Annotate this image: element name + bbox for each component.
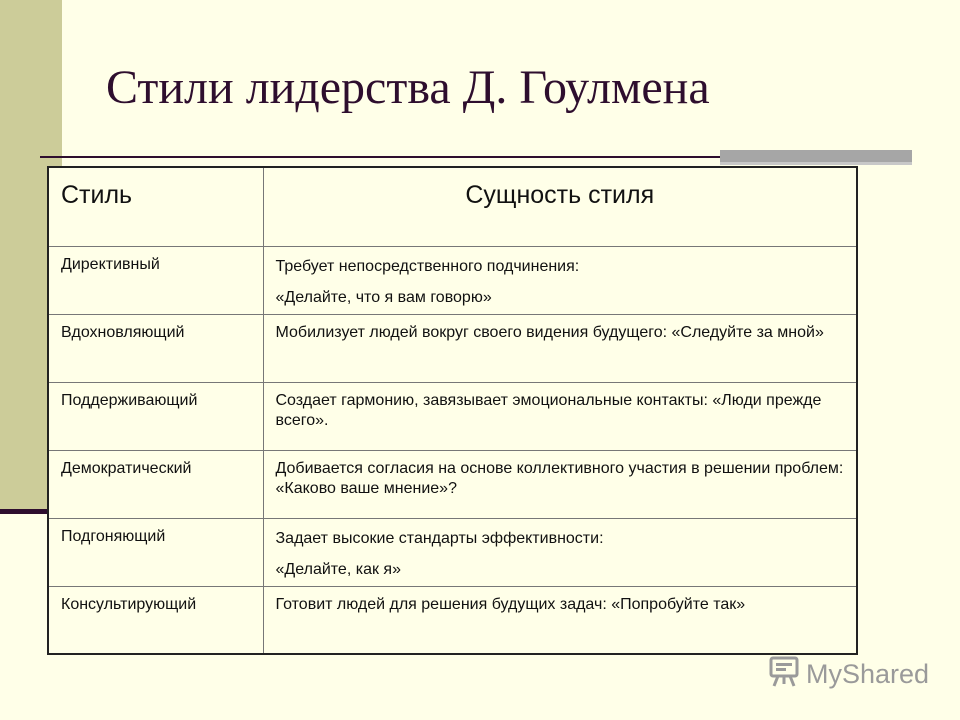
title-divider-grey-bar [720, 150, 912, 162]
style-cell: Директивный [48, 246, 263, 314]
title-divider-grey-shadow [720, 162, 912, 165]
table-row [48, 246, 857, 314]
style-cell: Поддерживающий [48, 382, 263, 450]
essence-line: Задает высокие стандарты эффективности: «Делайте, как я» [275, 529, 604, 578]
leadership-styles-table [47, 166, 858, 655]
table-row [48, 450, 857, 518]
header-style: Стиль [48, 167, 263, 246]
watermark-text: MyShared [806, 659, 930, 689]
table-row [48, 314, 857, 382]
style-cell: Вдохновляющий [48, 314, 263, 382]
slide-title: Стили лидерства Д. Гоулмена [106, 61, 710, 114]
presentation-board-icon [768, 654, 806, 695]
essence-cell [263, 246, 857, 314]
style-cell: Подгоняющий [48, 518, 263, 586]
style-cell: Консультирующий [48, 586, 263, 654]
table-row [48, 586, 857, 654]
watermark [768, 654, 929, 695]
essence-cell [263, 518, 857, 586]
header-essence: Сущность стиля [263, 167, 857, 246]
essence-line: Требует непосредственного подчинения: «Делайте, что я вам говорю» [275, 257, 580, 306]
essence-cell: Добивается согласия на основе коллективного участия в решении проблем: «Каково ваше мнение»? [263, 450, 857, 518]
essence-cell: Мобилизует людей вокруг своего видения будущего: «Следуйте за мной» [263, 314, 857, 382]
table-row [48, 518, 857, 586]
essence-cell: Готовит людей для решения будущих задач: «Попробуйте так» [263, 586, 857, 654]
essence-cell: Создает гармонию, завязывает эмоциональные контакты: «Люди прежде всего». [263, 382, 857, 450]
style-cell: Демократический [48, 450, 263, 518]
table-row [48, 382, 857, 450]
table-header-row [48, 167, 857, 246]
